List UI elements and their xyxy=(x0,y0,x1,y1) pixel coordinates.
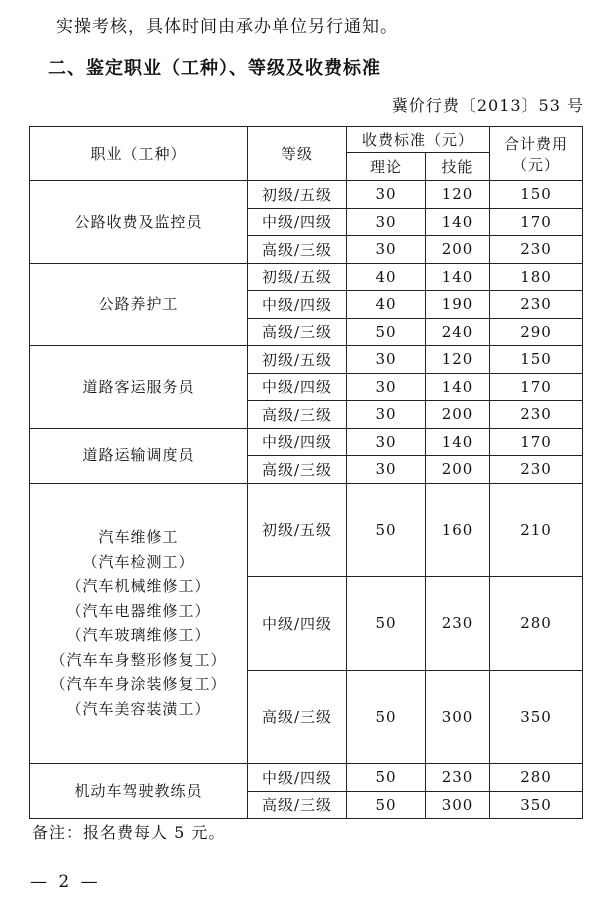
table-row xyxy=(30,483,583,577)
theory-fee-cell: 50 xyxy=(347,670,426,764)
total-fee-cell: 180 xyxy=(490,263,583,291)
total-fee-cell: 170 xyxy=(490,208,583,236)
level-cell: 中级/四级 xyxy=(248,577,347,671)
header-occupation: 职业（工种） xyxy=(30,127,248,181)
theory-fee-cell: 40 xyxy=(347,291,426,319)
theory-fee-cell: 50 xyxy=(347,764,426,792)
theory-fee-cell: 30 xyxy=(347,236,426,264)
table-row xyxy=(30,764,583,792)
header-total-line1: 合计费用 xyxy=(504,134,569,153)
skill-fee-cell: 230 xyxy=(426,577,490,671)
theory-fee-cell: 30 xyxy=(347,181,426,209)
fee-table-body xyxy=(30,181,583,819)
table-row xyxy=(30,346,583,374)
skill-fee-cell: 160 xyxy=(426,483,490,577)
level-cell: 高级/三级 xyxy=(248,670,347,764)
occupation-name: （汽车车身涂装修复工） xyxy=(50,675,227,694)
occupation-cell xyxy=(30,428,248,483)
total-fee-cell: 230 xyxy=(490,236,583,264)
occupation-cell xyxy=(30,181,248,264)
fee-table-header xyxy=(30,127,583,181)
occupation-name: 道路运输调度员 xyxy=(82,446,195,465)
level-cell: 高级/三级 xyxy=(248,791,347,819)
level-cell: 中级/四级 xyxy=(248,208,347,236)
occupation-name: 道路客运服务员 xyxy=(82,377,195,396)
level-cell: 中级/四级 xyxy=(248,291,347,319)
theory-fee-cell: 50 xyxy=(347,577,426,671)
theory-fee-cell: 30 xyxy=(347,373,426,401)
header-fee-standard: 收费标准（元） xyxy=(347,127,490,153)
occupation-name: （汽车机械维修工） xyxy=(66,577,211,596)
total-fee-cell: 290 xyxy=(490,318,583,346)
total-fee-cell: 350 xyxy=(490,791,583,819)
level-cell: 中级/四级 xyxy=(248,373,347,401)
level-cell: 中级/四级 xyxy=(248,764,347,792)
skill-fee-cell: 140 xyxy=(426,263,490,291)
header-theory: 理论 xyxy=(347,153,426,181)
theory-fee-cell: 30 xyxy=(347,208,426,236)
skill-fee-cell: 240 xyxy=(426,318,490,346)
level-cell: 初级/五级 xyxy=(248,483,347,577)
theory-fee-cell: 30 xyxy=(347,456,426,484)
table-row xyxy=(30,181,583,209)
total-fee-cell: 210 xyxy=(490,483,583,577)
document-number: 冀价行费〔2013〕53 号 xyxy=(391,96,584,115)
level-cell: 初级/五级 xyxy=(248,263,347,291)
occupation-cell xyxy=(30,483,248,764)
occupation-name: 公路养护工 xyxy=(98,295,179,313)
theory-fee-cell: 50 xyxy=(347,791,426,819)
table-row xyxy=(30,428,583,456)
header-level: 等级 xyxy=(248,127,347,181)
skill-fee-cell: 140 xyxy=(426,373,490,401)
skill-fee-cell: 300 xyxy=(426,670,490,764)
skill-fee-cell: 190 xyxy=(426,291,490,319)
occupation-cell xyxy=(30,346,248,429)
theory-fee-cell: 50 xyxy=(347,483,426,577)
level-cell: 初级/五级 xyxy=(248,346,347,374)
level-cell: 初级/五级 xyxy=(248,181,347,209)
level-cell: 高级/三级 xyxy=(248,318,347,346)
skill-fee-cell: 120 xyxy=(426,181,490,209)
skill-fee-cell: 200 xyxy=(426,401,490,429)
level-cell: 高级/三级 xyxy=(248,236,347,264)
occupation-name: （汽车检测工） xyxy=(82,552,195,571)
skill-fee-cell: 230 xyxy=(426,764,490,792)
level-cell: 高级/三级 xyxy=(248,401,347,429)
skill-fee-cell: 200 xyxy=(426,456,490,484)
total-fee-cell: 230 xyxy=(490,291,583,319)
occupation-name: 汽车维修工 xyxy=(98,528,179,547)
skill-fee-cell: 200 xyxy=(426,236,490,264)
section-heading: 二、鉴定职业（工种）、等级及收费标准 xyxy=(48,58,381,79)
total-fee-cell: 280 xyxy=(490,764,583,792)
level-cell: 高级/三级 xyxy=(248,456,347,484)
intro-line: 实操考核，具体时间由承办单位另行通知。 xyxy=(56,17,398,37)
total-fee-cell: 350 xyxy=(490,670,583,764)
table-row xyxy=(30,263,583,291)
occupation-cell xyxy=(30,764,248,819)
total-fee-cell: 230 xyxy=(490,401,583,429)
skill-fee-cell: 300 xyxy=(426,791,490,819)
occupation-cell xyxy=(30,263,248,346)
theory-fee-cell: 30 xyxy=(347,346,426,374)
level-cell: 中级/四级 xyxy=(248,428,347,456)
occupation-name: 公路收费及监控员 xyxy=(74,212,203,231)
header-total xyxy=(490,127,583,181)
occupation-name: （汽车电器维修工） xyxy=(66,601,211,620)
total-fee-cell: 150 xyxy=(490,346,583,374)
total-fee-cell: 280 xyxy=(490,577,583,671)
skill-fee-cell: 120 xyxy=(426,346,490,374)
total-fee-cell: 170 xyxy=(490,428,583,456)
total-fee-cell: 170 xyxy=(490,373,583,401)
remark-note: 备注：报名费每人 5 元。 xyxy=(32,823,226,842)
occupation-name: （汽车玻璃维修工） xyxy=(66,626,211,645)
total-fee-cell: 150 xyxy=(490,181,583,209)
skill-fee-cell: 140 xyxy=(426,208,490,236)
skill-fee-cell: 140 xyxy=(426,428,490,456)
theory-fee-cell: 40 xyxy=(347,263,426,291)
occupation-name: 机动车驾驶教练员 xyxy=(74,781,203,800)
theory-fee-cell: 50 xyxy=(347,318,426,346)
header-skill: 技能 xyxy=(426,153,490,181)
occupation-name: （汽车车身整形修复工） xyxy=(50,650,227,669)
theory-fee-cell: 30 xyxy=(347,428,426,456)
total-fee-cell: 230 xyxy=(490,456,583,484)
page-number: — 2 — xyxy=(30,872,101,892)
occupation-name: （汽车美容装潢工） xyxy=(66,699,211,718)
header-total-line2: （元） xyxy=(512,155,561,174)
theory-fee-cell: 30 xyxy=(347,401,426,429)
fee-table xyxy=(29,126,583,819)
